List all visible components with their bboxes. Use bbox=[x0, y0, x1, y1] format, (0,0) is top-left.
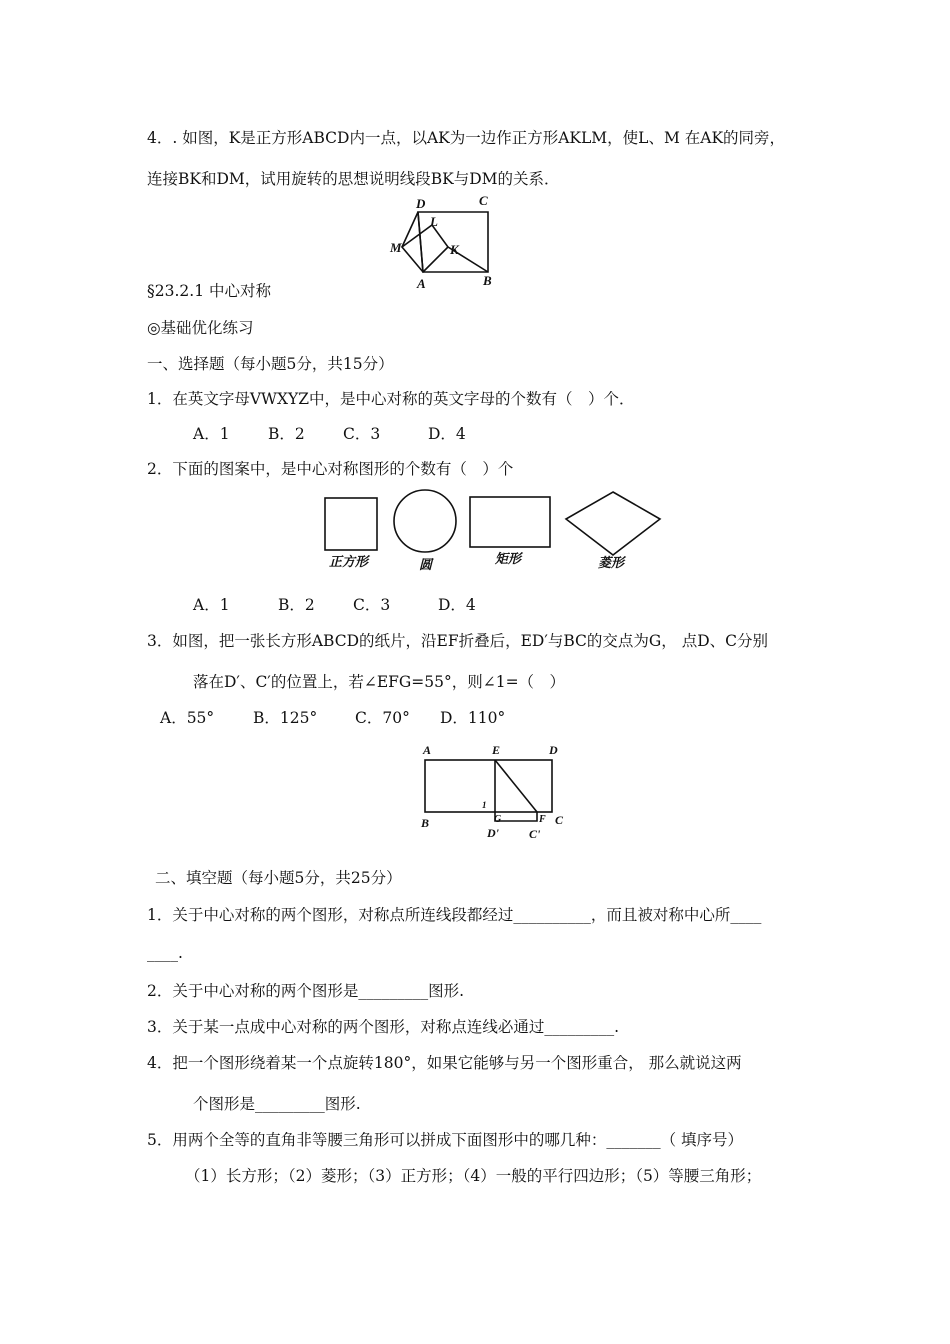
part1-q1-option-a: A．1 bbox=[193, 425, 230, 443]
shape-label-circle: 圆 bbox=[419, 557, 433, 572]
part1-q1-option-d: D．4 bbox=[428, 425, 466, 443]
fig3-label-c: C bbox=[555, 813, 564, 827]
q4-line1: 4．. 如图，K是正方形ABCD内一点，以AK为一边作正方形AKLM，使L、M 在AK的同旁， bbox=[147, 129, 786, 147]
part1-q3-option-c: C．70° bbox=[355, 709, 410, 727]
practice-title: ◎基础优化练习 bbox=[147, 319, 254, 337]
part1-q2-text: 2．下面的图案中，是中心对称图形的个数有（ ）个 bbox=[147, 460, 514, 478]
section-title: §23.2.1 中心对称 bbox=[147, 282, 271, 300]
fig1-label-c: C bbox=[479, 193, 488, 208]
fig1-label-b: B bbox=[483, 273, 492, 288]
fig3-label-e: E bbox=[492, 743, 501, 757]
shapes-figure bbox=[310, 485, 670, 580]
part1-q3-option-b: B．125° bbox=[253, 709, 318, 727]
shape-label-rhombus: 菱形 bbox=[598, 555, 625, 570]
fig1-label-d: D bbox=[416, 196, 426, 211]
fig3-label-c-prime: C' bbox=[529, 827, 541, 841]
part2-q3: 3．关于某一点成中心对称的两个图形，对称点连线必通过_________. bbox=[147, 1018, 620, 1036]
part2-q5-line1: 5．用两个全等的直角非等腰三角形可以拼成下面图形中的哪几种：_______（ 填序号） bbox=[147, 1131, 744, 1149]
part1-q3-option-a: A．55° bbox=[160, 709, 215, 727]
part1-q1-text: 1．在英文字母VWXYZ中，是中心对称的英文字母的个数有（ ）个． bbox=[147, 390, 635, 408]
fig3-label-f: F bbox=[539, 814, 546, 825]
shape-label-square: 正方形 bbox=[329, 554, 369, 569]
square-rotation-figure bbox=[385, 192, 505, 294]
part1-q2-option-d: D．4 bbox=[438, 596, 476, 614]
part2-q4-line1: 4．把一个图形绕着某一个点旋转180°，如果它能够与另一个图形重合， 那么就说这两 bbox=[147, 1054, 742, 1072]
part1-q2-option-a: A．1 bbox=[193, 596, 230, 614]
part2-q4-line2: 个图形是_________图形. bbox=[193, 1095, 361, 1113]
fig3-label-d: D bbox=[549, 743, 558, 757]
part2-heading: 二、填空题（每小题5分，共25分） bbox=[155, 869, 402, 887]
fig1-label-k: K bbox=[450, 242, 459, 257]
square-shape bbox=[325, 498, 377, 550]
fig1-label-m: M bbox=[390, 240, 402, 255]
circle-shape bbox=[394, 490, 456, 552]
folded-rectangle-figure bbox=[415, 738, 575, 843]
part1-q1-option-c: C．3 bbox=[343, 425, 381, 443]
part2-q1-line2: ____. bbox=[147, 944, 183, 962]
part1-q3-line2: 落在D′、C′的位置上，若∠EFG=55°，则∠1=（ ） bbox=[193, 673, 566, 691]
shape-label-rectangle: 矩形 bbox=[495, 551, 522, 566]
part1-q2-option-c: C．3 bbox=[353, 596, 391, 614]
part2-q1-line1: 1．关于中心对称的两个图形，对称点所连线段都经过__________，而且被对称中心所____ bbox=[147, 906, 762, 924]
rhombus-shape bbox=[566, 492, 660, 555]
fig1-label-a: A bbox=[417, 276, 426, 291]
q4-line2: 连接BK和DM，试用旋转的思想说明线段BK与DM的关系． bbox=[147, 170, 560, 188]
part1-heading: 一、选择题（每小题5分，共15分） bbox=[147, 355, 394, 373]
fig3-label-d-prime: D' bbox=[487, 826, 499, 840]
part2-q2: 2．关于中心对称的两个图形是_________图形. bbox=[147, 982, 465, 1000]
fig3-label-a: A bbox=[423, 743, 432, 757]
part1-q3-option-d: D．110° bbox=[440, 709, 506, 727]
part1-q3-line1: 3．如图，把一张长方形ABCD的纸片，沿EF折叠后，ED′与BC的交点为G， 点D、C分别 bbox=[147, 632, 768, 650]
fig3-label-g: G bbox=[494, 814, 502, 825]
fig1-label-l: L bbox=[430, 214, 438, 229]
fig3-label-b: B bbox=[421, 816, 430, 830]
part2-q5-line2: （1）长方形；（2）菱形；（3）正方形；（4）一般的平行四边形；（5）等腰三角形； bbox=[185, 1167, 762, 1185]
rectangle-shape bbox=[470, 497, 550, 547]
part1-q2-option-b: B．2 bbox=[278, 596, 315, 614]
fig3-label-1: 1 bbox=[482, 800, 487, 810]
part1-q1-option-b: B．2 bbox=[268, 425, 305, 443]
